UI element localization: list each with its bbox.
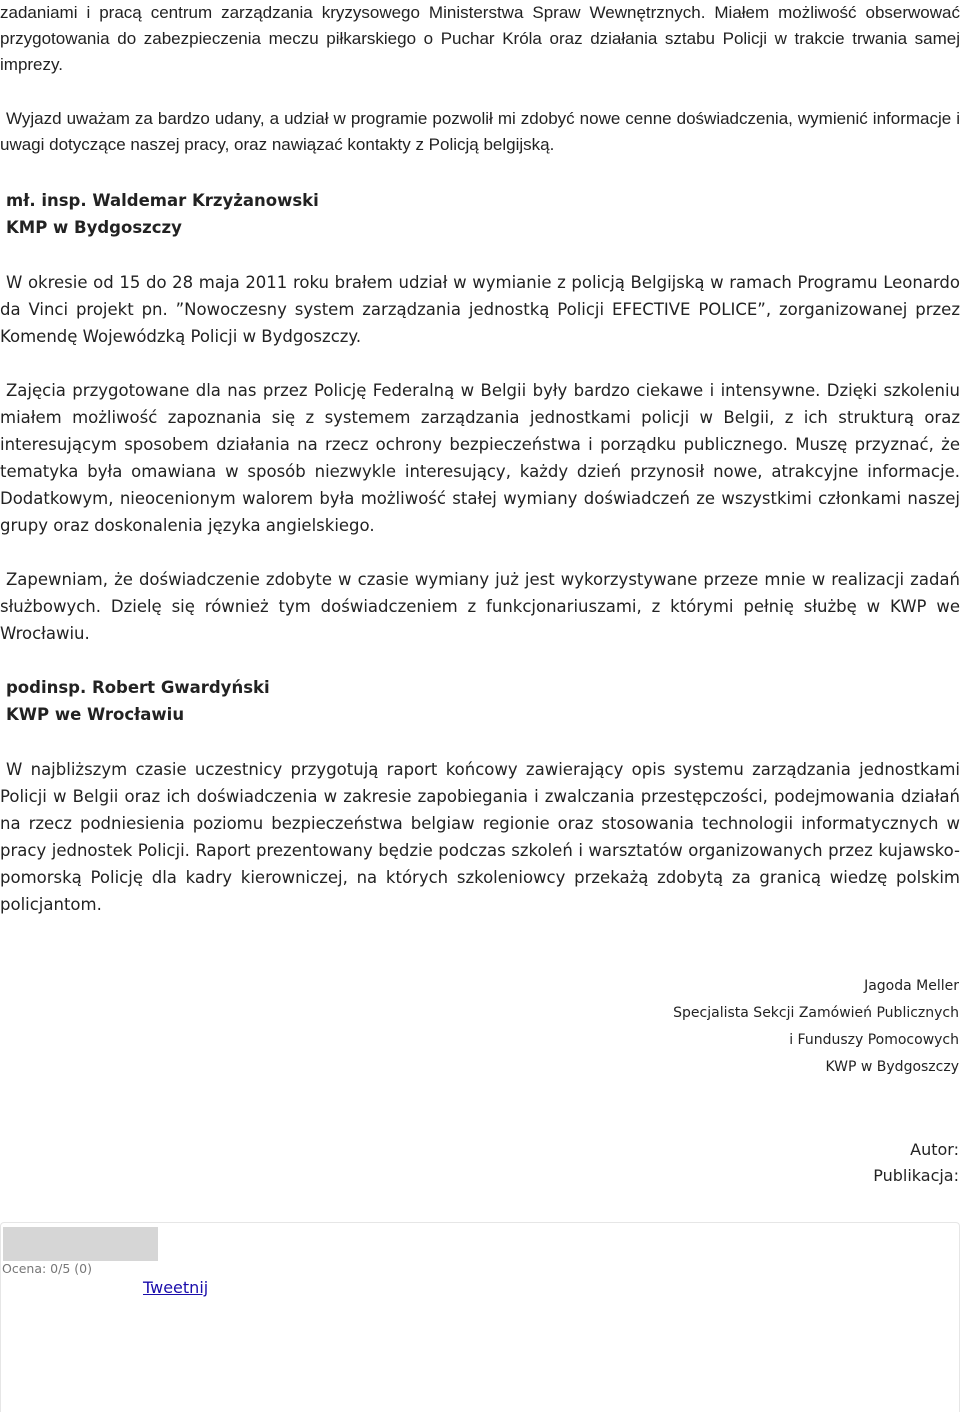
meta-author-label: Autor: xyxy=(910,1140,959,1159)
author-position-line1: Specjalista Sekcji Zamówień Publicznych xyxy=(673,1005,959,1021)
rating-summary: Ocena: 0/5 (0) xyxy=(2,1261,92,1276)
rating-share-panel xyxy=(0,1222,960,1412)
signature-unit-kmp-bydgoszcz: KMP w Bydgoszczy xyxy=(6,218,182,237)
author-unit: KWP w Bydgoszczy xyxy=(825,1059,959,1075)
tweet-button[interactable]: Tweetnij xyxy=(143,1278,209,1297)
signature-name-krzyzanowski: mł. insp. Waldemar Krzyżanowski xyxy=(6,191,319,210)
rating-stars-bar[interactable] xyxy=(3,1227,158,1261)
paragraph-training-description: Zajęcia przygotowane dla nas przez Policję Federalną w Belgii były bardzo ciekawe i intensywne. Dzięki szkoleniu miałem możliwość zapoznania się z systemem zarządzania jednostkami policji w Belgii, z ich strukturą oraz interesującym sposobem działania na rzecz ochrony bezpieczeństwa i porządku publicznego. Muszę przyznać, że tematyka była omawiana w sposób niezwykle interesujący, każdy dzień przynosił nowe, atrakcyjne informacje. Dodatkowym, nieocenionym walorem była możliwość stałej wymiany doświadczeń ze wszystkimi członkami naszej grupy oraz doskonalenia języka angielskiego. xyxy=(0,381,960,535)
signature-unit-kwp-wroclaw: KWP we Wrocławiu xyxy=(6,705,185,724)
signature-name-gwardynski: podinsp. Robert Gwardyński xyxy=(6,678,270,697)
meta-publication-label: Publikacja: xyxy=(873,1166,959,1185)
paragraph-final-report: W najbliższym czasie uczestnicy przygotują raport końcowy zawierający opis systemu zarządzania jednostkami Policji w Belgii oraz ich doświadczenia w zakresie zapobiegania i zwalczania przestępczości, podejmowania działań na rzecz podniesienia poziomu bezpieczeństwa belgiaw regionie oraz stosowania technologii informatycznych w pracy jednostek Policji. Raport prezentowany będzie podczas szkoleń i warsztatów organizowanych przez kujawsko-pomorską Policję dla kadry kierowniczej, na których szkoleniowcy przekażą zdobytą za granicą wiedzę polskim policjantom. xyxy=(0,760,960,914)
paragraph-trip-summary: Wyjazd uważam za bardzo udany, a udział w programie pozwolił mi zdobyć nowe cenne doświadczenia, wymienić informacje i uwagi dotyczące naszej pracy, oraz nawiązać kontakty z Policją belgijską. xyxy=(0,109,960,154)
author-name: Jagoda Meller xyxy=(864,978,959,994)
author-position-line2: i Funduszy Pomocowych xyxy=(789,1032,959,1048)
paragraph-intro-continuation: zadaniami i pracą centrum zarządzania kryzysowego Ministerstwa Spraw Wewnętrznych. Miałem możliwość obserwować przygotowania do zabezpieczenia meczu piłkarskiego o Puchar Króla oraz działania sztabu Policji w trakcie trwania samej imprezy. xyxy=(0,3,960,74)
paragraph-exchange-program: W okresie od 15 do 28 maja 2011 roku brałem udział w wymianie z policją Belgijską w ramach Programu Leonardo da Vinci projekt pn. ”Nowoczesny system zarządzania jednostką Policji EFECTIVE POLICE”, zorganizowanej przez Komendę Wojewódzką Policji w Bydgoszczy. xyxy=(0,273,960,346)
paragraph-experience-use: Zapewniam, że doświadczenie zdobyte w czasie wymiany już jest wykorzystywane przeze mnie w realizacji zadań służbowych. Dzielę się również tym doświadczeniem z funkcjonariuszami, z którymi pełnię służbę w KWP we Wrocławiu. xyxy=(0,570,960,643)
